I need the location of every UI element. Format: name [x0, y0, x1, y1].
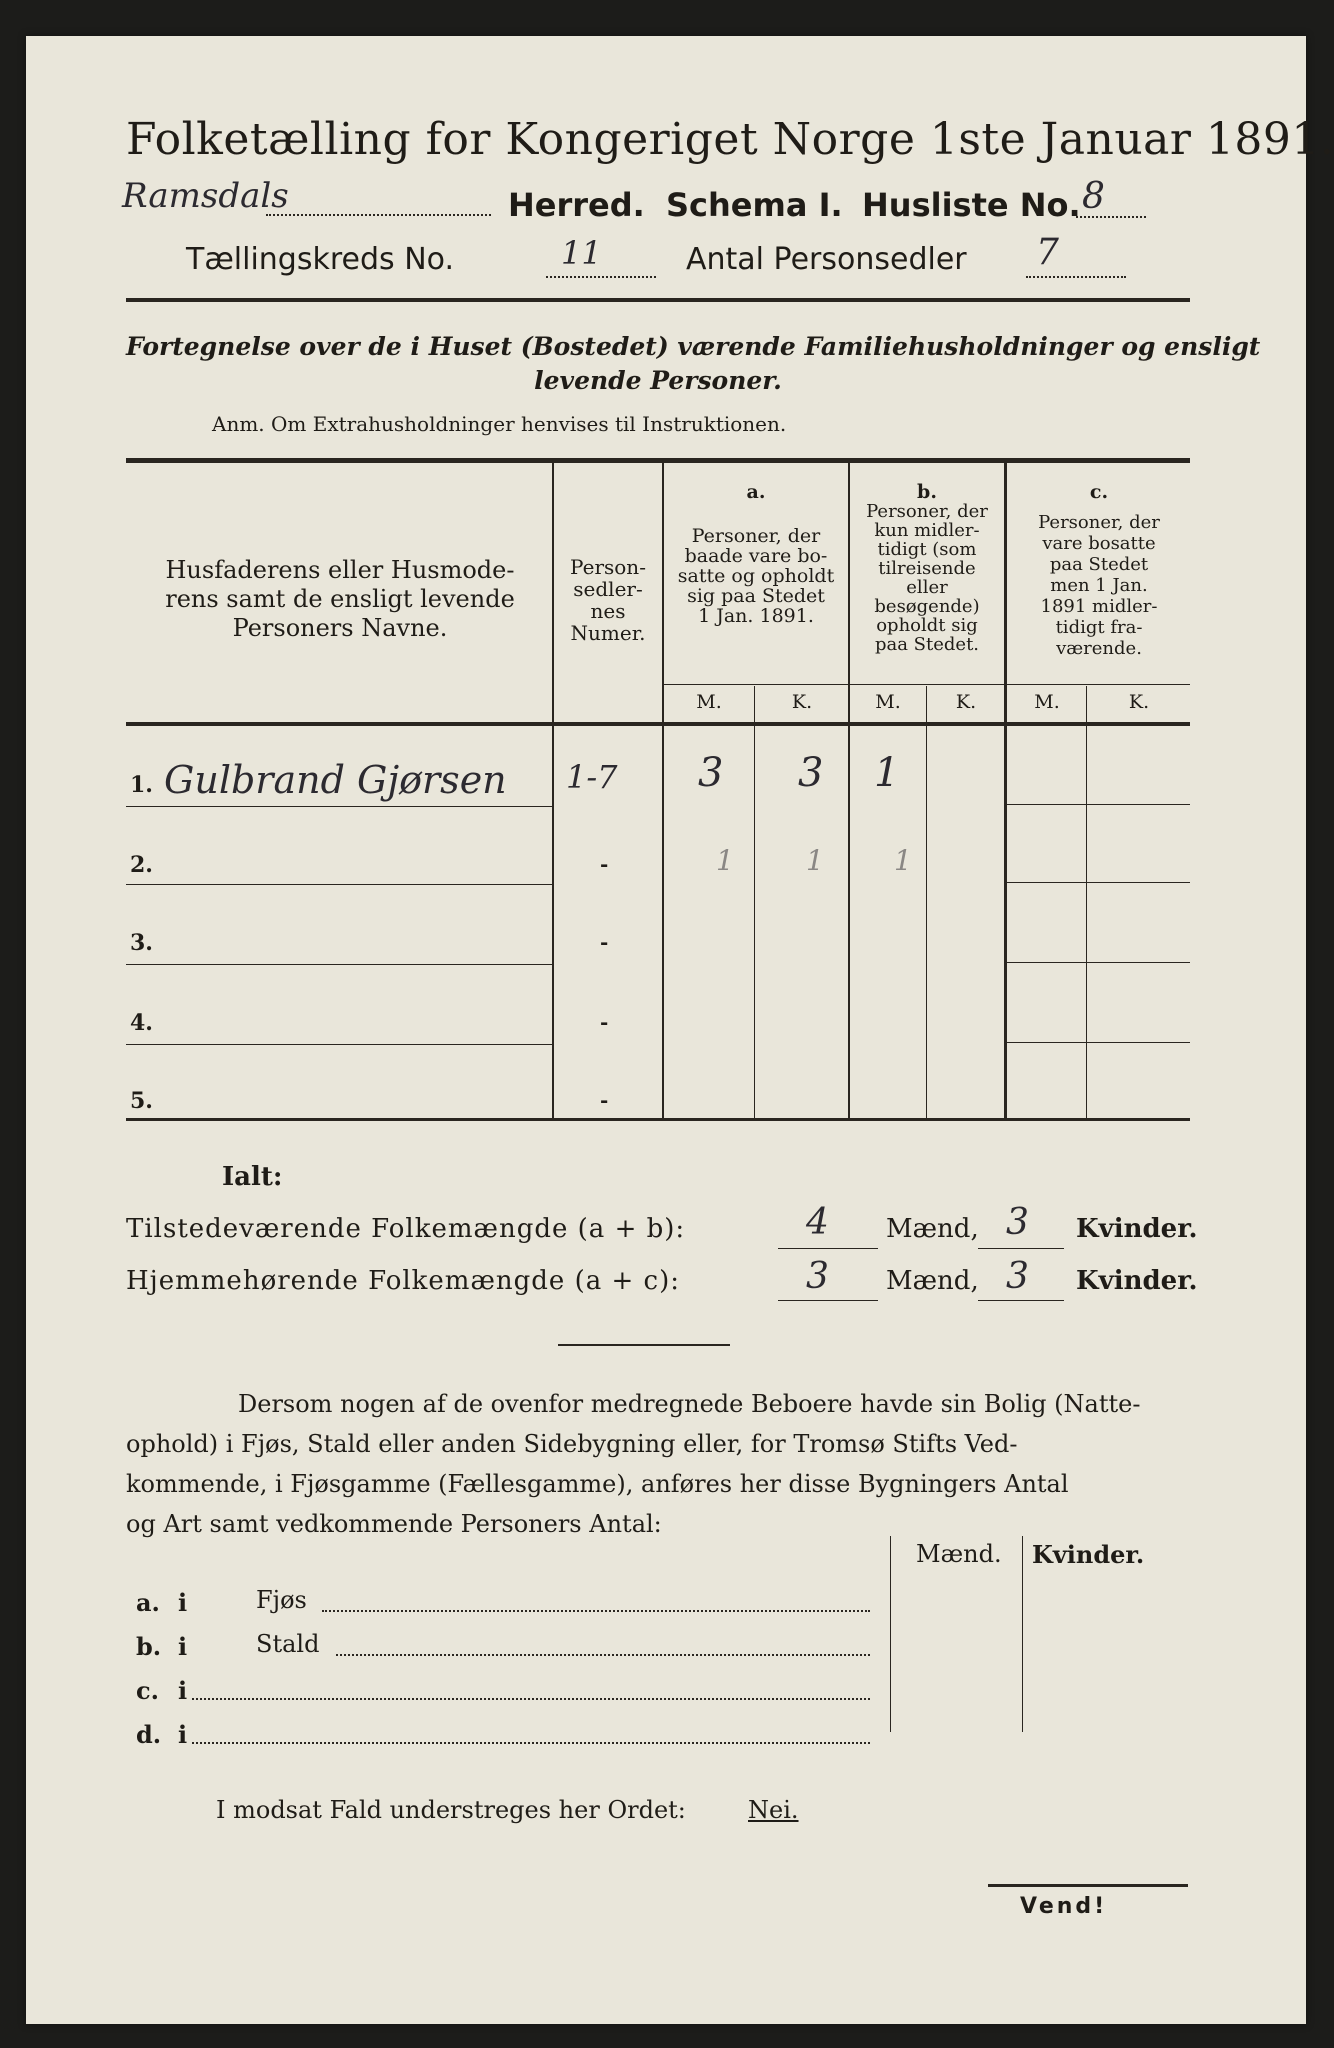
intro-line-2: levende Personer. [534, 366, 782, 395]
buildings-col-divider-1 [890, 1536, 891, 1732]
row-numer: - [600, 1088, 609, 1112]
building-dots [192, 1698, 870, 1700]
b-k-label: K. [955, 691, 977, 713]
buildings-kvinder-head: Kvinder. [1032, 1540, 1145, 1569]
herred-dotted-line [266, 214, 491, 216]
row-4-rule-c [1006, 1042, 1190, 1043]
hjemme-maend-word: Mænd, [886, 1266, 979, 1296]
tilstede-kvinder-value: 3 [1006, 1202, 1029, 1243]
antal-label: Antal Personsedler [686, 242, 967, 277]
c-k-label: K. [1128, 691, 1150, 713]
ialt-label: Ialt: [222, 1162, 283, 1192]
building-letter: d. [136, 1720, 162, 1749]
row-3-rule-c [1006, 962, 1190, 963]
row-4-rule [126, 1044, 552, 1045]
building-dots [336, 1654, 870, 1656]
col-b-letter: b. [917, 481, 937, 503]
modsat-text: I modsat Fald understreges her Ordet: [216, 1796, 686, 1824]
nei-word: Nei. [748, 1796, 799, 1824]
c-mk-divider [1086, 686, 1087, 1118]
kreds-dotted-line [546, 276, 656, 278]
a-m-label: M. [696, 691, 722, 713]
herred-label: Herred. [508, 186, 645, 224]
b-m-label: M. [875, 691, 901, 713]
col-header-a: Personer, der baade vare bo- satte og opholdt sig paa Stedet 1 Jan. 1891. [677, 525, 835, 627]
hjemme-label: Hjemmehørende Folkemængde (a + c): [126, 1266, 680, 1296]
tilstede-kvinder-word: Kvinder. [1076, 1214, 1198, 1244]
building-i: i [178, 1720, 188, 1749]
hjemme-kvinder-value: 3 [1006, 1256, 1029, 1297]
row-numer: - [600, 852, 609, 876]
row-a-m: 1 [716, 844, 734, 877]
table-bottom-rule [126, 1118, 1190, 1121]
building-label: Stald [256, 1630, 320, 1658]
tilstede-maend-line [778, 1248, 878, 1249]
building-letter: c. [136, 1676, 159, 1705]
vend-rule [988, 1884, 1188, 1887]
husliste-dotted-line [1076, 216, 1146, 218]
buildings-col-divider-2 [1022, 1536, 1023, 1732]
section-divider [558, 1344, 730, 1346]
husliste-label: Husliste No. [862, 186, 1081, 224]
col-c-letter: c. [1089, 481, 1109, 503]
row-2-rule [126, 884, 552, 885]
buildings-maend-head: Mænd. [916, 1540, 1002, 1568]
tilstede-label: Tilstedeværende Folkemængde (a + b): [126, 1214, 686, 1244]
hjemme-maend-line [778, 1300, 878, 1301]
row-number: 2. [130, 852, 153, 878]
table-top-rule [126, 458, 1190, 463]
header-divider [126, 298, 1190, 302]
antal-dotted-line [1026, 276, 1126, 278]
table-header-rule [126, 722, 1190, 726]
antal-value: 7 [1036, 232, 1059, 273]
vend-text: Vend! [1020, 1894, 1108, 1919]
a-k-label: K. [791, 691, 813, 713]
row-b-m: 1 [894, 844, 912, 877]
b-mk-divider [926, 686, 927, 1118]
row-number: 5. [130, 1088, 153, 1114]
husliste-value: 8 [1082, 176, 1105, 217]
col-header-c: Personer, der vare bosatte paa Stedet men 1 Jan. 1891 midler- tidigt fra- værende. [1038, 512, 1160, 659]
herred-value: Ramsdals [122, 176, 289, 216]
c-sub-rule [1006, 684, 1190, 685]
hjemme-kvinder-word: Kvinder. [1076, 1266, 1198, 1296]
row-number: 1. [130, 772, 153, 798]
row-1-rule-c [1006, 804, 1190, 805]
a-sub-rule [662, 684, 848, 685]
tilstede-maend-value: 4 [806, 1202, 829, 1243]
building-label: Fjøs [256, 1586, 307, 1614]
row-1-rule [126, 806, 552, 807]
kreds-label: Tællingskreds No. [186, 242, 454, 277]
row-numer: 1-7 [566, 758, 618, 796]
building-letter: a. [136, 1588, 160, 1617]
intro-line-1: Fortegnelse over de i Huset (Bostedet) værende Familiehusholdninger og ensligt [126, 332, 1261, 361]
b-sub-rule [848, 684, 1004, 685]
col-header-names: Husfaderens eller Husmode- rens samt de ensligt levende Personers Navne. [165, 556, 515, 642]
building-dots [192, 1742, 870, 1744]
census-form-page [26, 36, 1334, 2024]
col-header-numer: Person- sedler- nes Numer. [570, 555, 646, 645]
building-letter: b. [136, 1632, 162, 1661]
c-m-label: M. [1034, 691, 1060, 713]
buildings-paragraph: Dersom nogen af de ovenfor medregnede Beboere havde sin Bolig (Natte- ophold) i Fjøs, Stald eller anden Sidebygning eller, for Tromsø Stifts Ved- kommende, i Fjøsgamme (Fællesgamme), anføres her disse Bygningers Antal og Art samt vedkommende Personers Antal: [126, 1390, 1141, 1538]
kreds-value: 11 [561, 234, 602, 272]
row-numer: - [600, 1010, 609, 1034]
row-a-m: 3 [698, 750, 724, 796]
row-numer: - [600, 930, 609, 954]
building-i: i [178, 1676, 188, 1705]
row-a-k: 1 [806, 844, 824, 877]
row-3-rule [126, 964, 552, 965]
row-b-m: 1 [874, 750, 900, 796]
tilstede-kvinder-line [978, 1248, 1064, 1249]
row-a-k: 3 [798, 750, 824, 796]
row-number: 4. [130, 1010, 153, 1036]
schema-label: Schema I. [666, 186, 843, 224]
anm-note: Anm. Om Extrahusholdninger henvises til Instruktionen. [212, 412, 787, 436]
row-name: Gulbrand Gjørsen [164, 758, 507, 802]
building-dots [322, 1610, 870, 1612]
building-i: i [178, 1632, 188, 1661]
hjemme-maend-value: 3 [806, 1256, 829, 1297]
building-i: i [178, 1588, 188, 1617]
col-divider-b [1004, 463, 1007, 1118]
hjemme-kvinder-line [978, 1300, 1064, 1301]
tilstede-maend-word: Mænd, [886, 1214, 979, 1244]
col-a-letter: a. [746, 481, 766, 503]
col-header-b: Personer, der kun midler- tidigt (som tilreisende eller besøgende) opholdt sig paa Stedet. [866, 501, 988, 655]
row-2-rule-c [1006, 882, 1190, 883]
a-mk-divider [754, 686, 755, 1118]
form-title: Folketælling for Kongeriget Norge 1ste Januar 1891. [126, 114, 1334, 165]
row-number: 3. [130, 930, 153, 956]
